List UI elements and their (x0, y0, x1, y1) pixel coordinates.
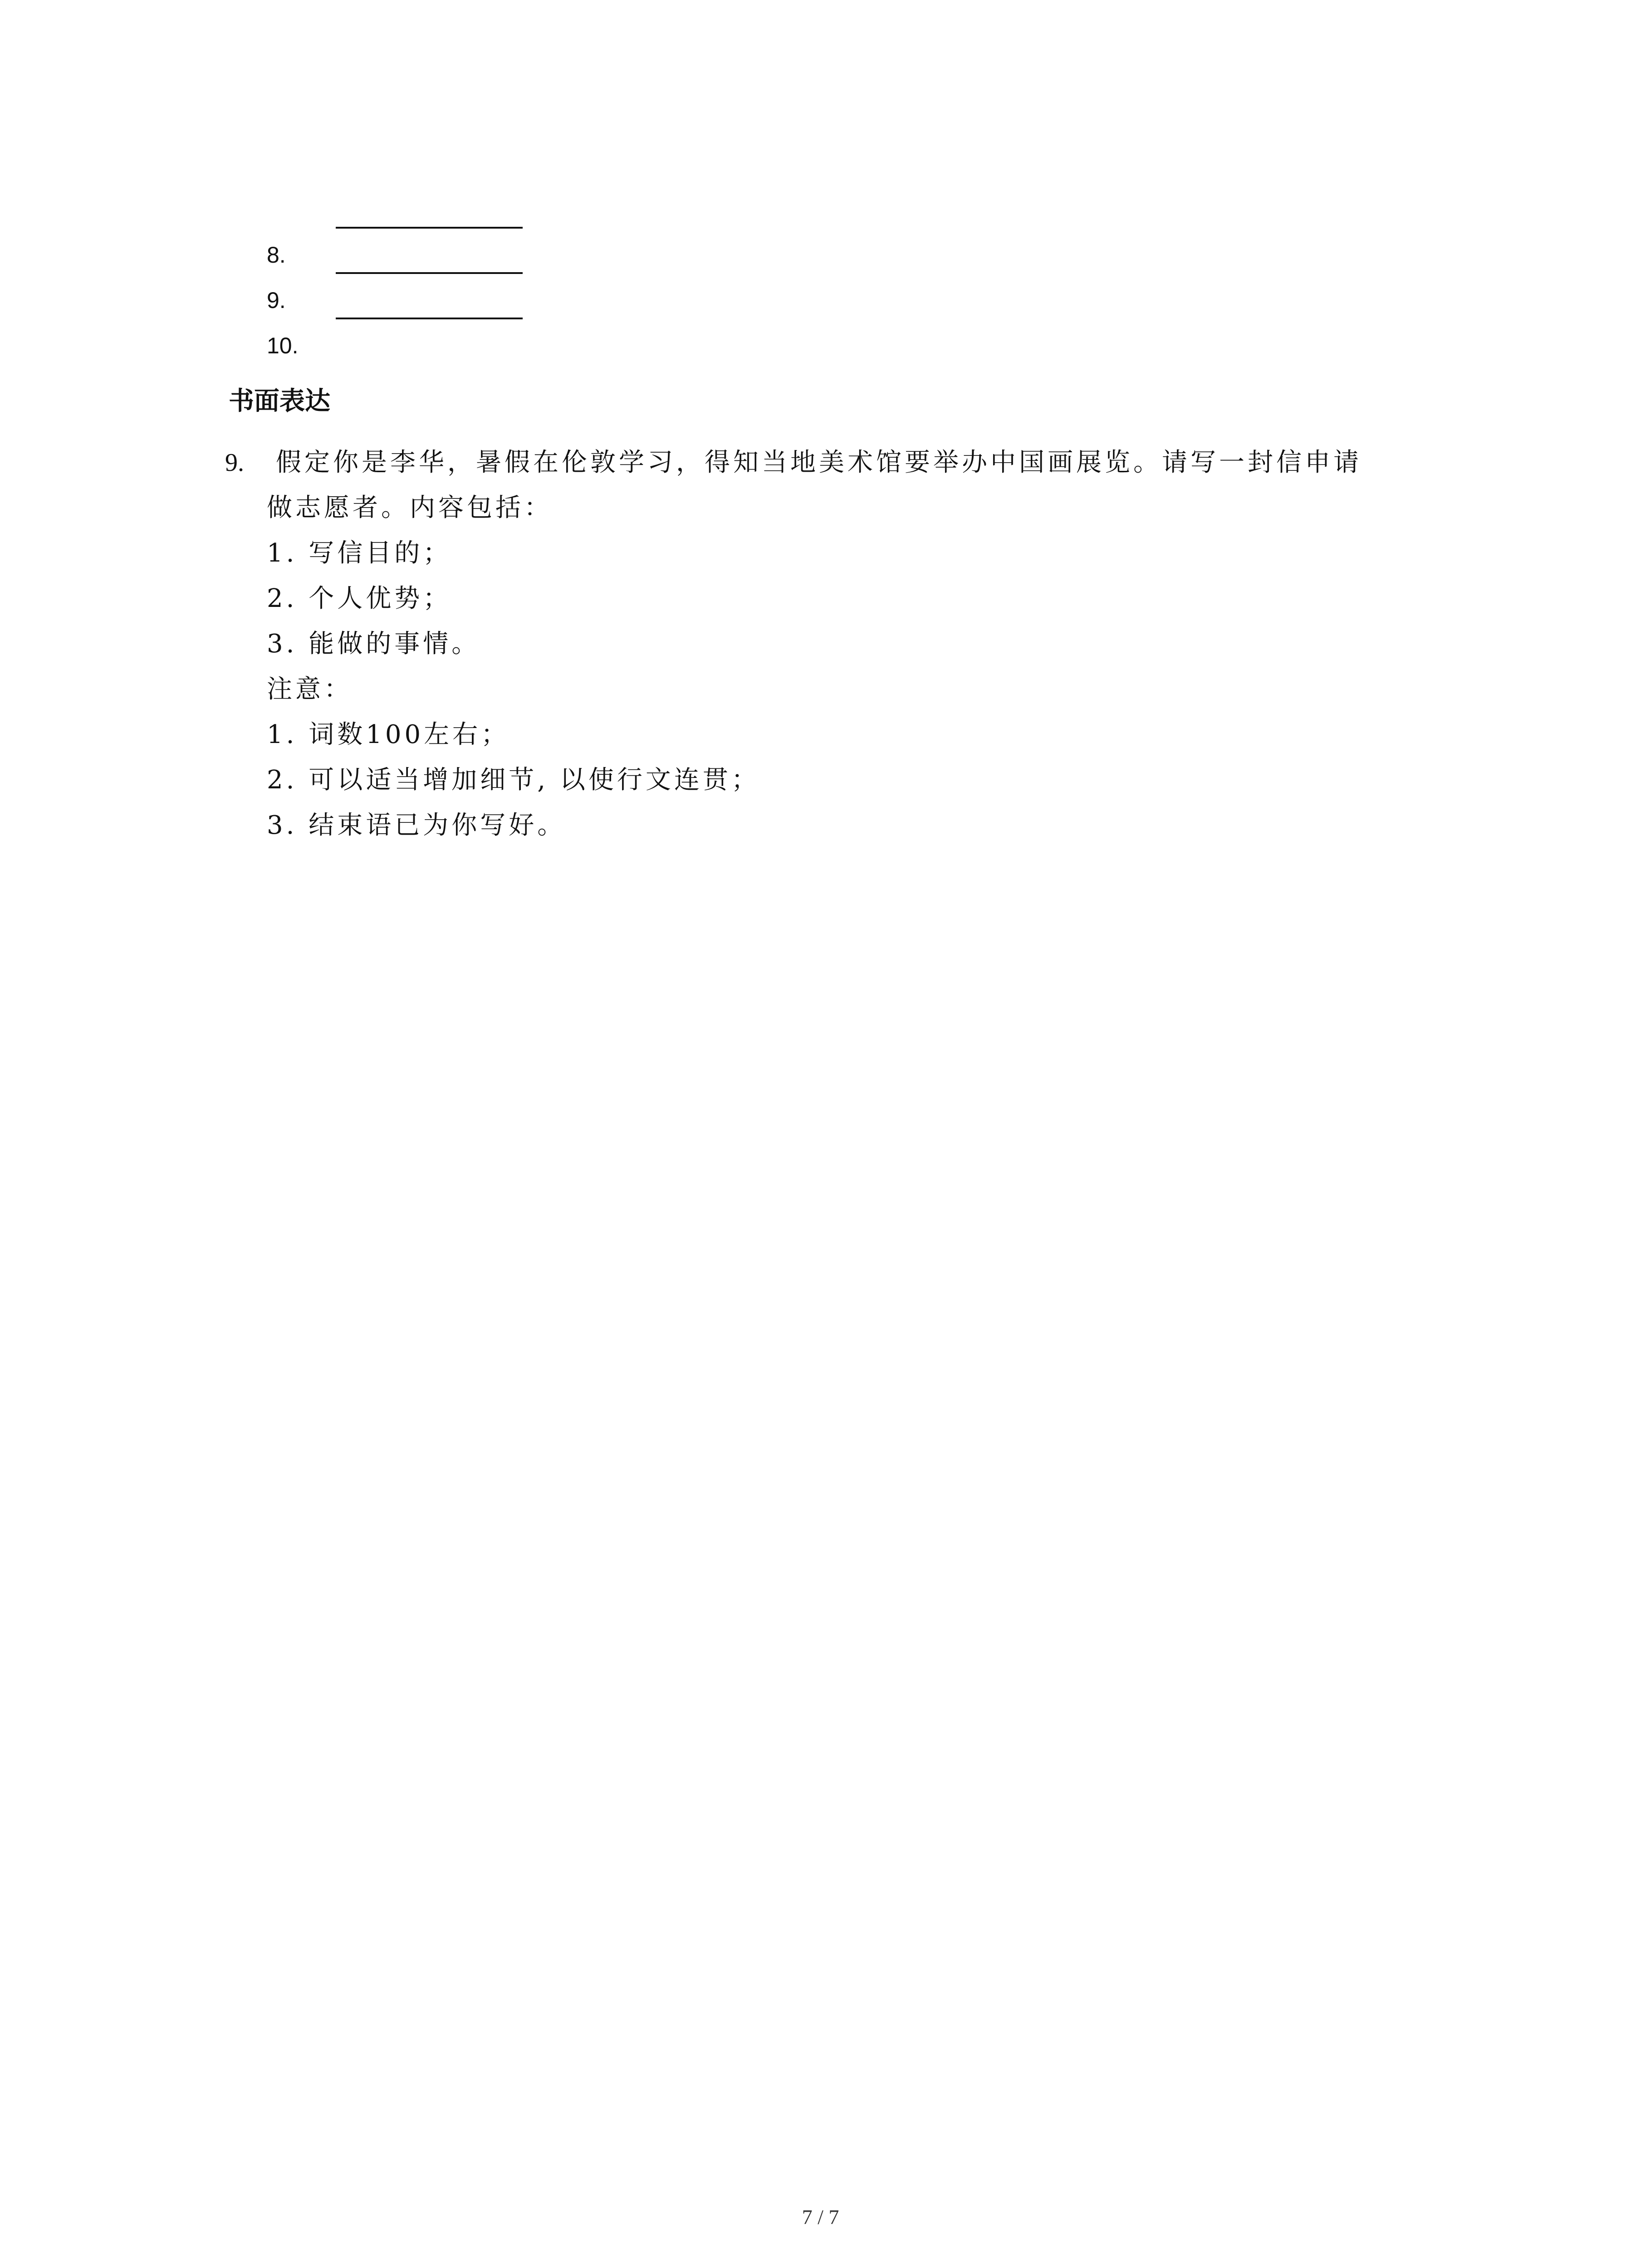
question-line: 假定你是李华，暑假在伦敦学习，得知当地美术馆要举办中国画展览。请写一封信申请 (276, 448, 1362, 477)
answer-blank-line[interactable] (336, 318, 523, 319)
notes-heading: 注意： (267, 675, 353, 704)
question-body (267, 440, 1492, 848)
note-item: 1. 词数100左右； (267, 720, 510, 749)
answer-blank-line[interactable] (336, 272, 523, 274)
note-item: 3. 结束语已为你写好。 (267, 811, 566, 840)
question-line: 做志愿者。内容包括： (267, 493, 553, 523)
note-item: 2. 可以适当增加细节, 以使行文连贯； (267, 765, 760, 795)
answer-blank-row (267, 318, 584, 359)
answer-blank-row (267, 272, 584, 314)
answer-blank-number: 10. (267, 333, 299, 358)
question-number: 9. (225, 449, 244, 477)
answer-blank-number: 9. (267, 288, 286, 313)
answer-blank-row (267, 227, 584, 269)
content-item: 3. 能做的事情。 (267, 629, 480, 659)
content-item: 1. 写信目的； (267, 538, 452, 568)
answer-blank-number: 8. (267, 242, 286, 268)
page-number: 7 / 7 (802, 2205, 839, 2229)
section-heading: 书面表达 (229, 386, 330, 416)
content-item: 2. 个人优势； (267, 584, 452, 613)
answer-blank-line[interactable] (336, 227, 523, 229)
